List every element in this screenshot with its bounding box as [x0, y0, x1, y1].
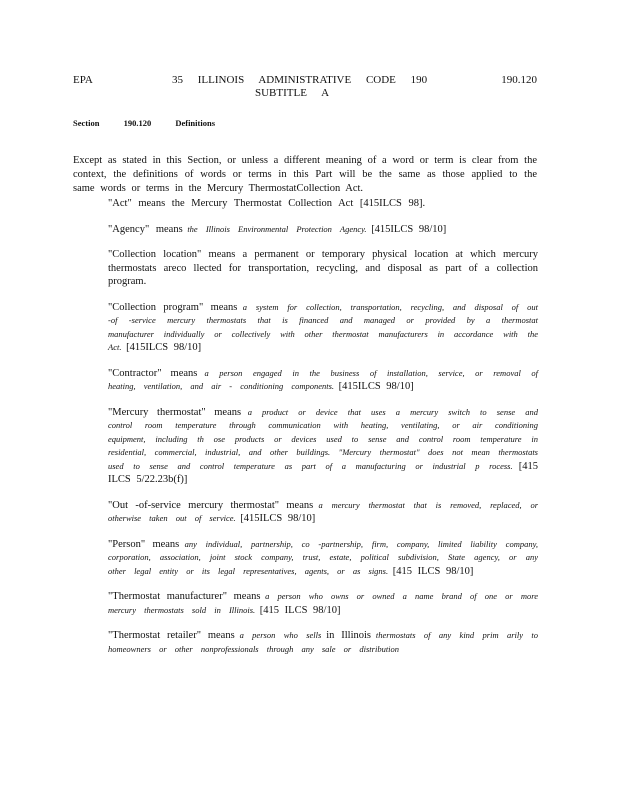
definition-body-continued: thermostats of any kind prim arily to homeowners or other nonprofessionals through any sale or distribution: [108, 630, 539, 654]
definition-contractor: [108, 367, 538, 394]
definition-body: a mercury thermostat that is removed, replaced, or otherwise taken out of service.: [108, 499, 538, 523]
definition-term: "Thermostat retailer" means: [108, 630, 235, 641]
definition-body: a person engaged in the business of installation, service, or removal of heating, ventilation, and air - conditioning components.: [108, 367, 539, 391]
definition-thermostat-retailer: [108, 629, 538, 656]
definition-collection-program: [108, 301, 538, 355]
section-label: Section: [73, 118, 100, 128]
header-section-number: 190.120: [501, 74, 537, 86]
definition-term-continued: in Illinois: [326, 630, 372, 641]
header-title-line2: SUBTITLE A: [254, 87, 330, 99]
definition-term: "Collection program" means: [108, 301, 238, 313]
definition-body: a person who sells: [239, 630, 322, 640]
header-title-line1: 35 ILLINOIS ADMINISTRATIVE CODE 190: [172, 74, 428, 86]
definition-term: "Agency" means: [108, 223, 183, 235]
definition-citation: [415ILCS 98/10]: [126, 342, 202, 353]
definition-thermostat-manufacturer: [108, 590, 538, 617]
definition-term: "Contractor" means: [108, 367, 198, 379]
definition-act: [108, 197, 538, 211]
section-title: Definitions: [175, 118, 215, 128]
header-agency: EPA: [73, 74, 93, 86]
definition-citation: [415ILCS 98/10]: [371, 223, 447, 235]
definition-person: [108, 538, 538, 579]
header-title: [172, 74, 428, 100]
definition-term: "Out -of-service mercury thermostat" means: [108, 499, 314, 511]
definition-body: a person who owns or owned a name brand of one or more mercury thermostats sold in Illinois.: [108, 591, 539, 615]
definition-citation: [415 ILCS 98/10]: [392, 565, 474, 577]
definition-body: the Illinois Environmental Protection Agency.: [187, 223, 367, 234]
definition-collection-location: [108, 248, 538, 289]
definition-body: a product or device that uses a mercury switch to sense and control room temperature through communication with heating, ventilating, or air conditioning equipment, including th ose products or devices used to sense and control room temperature in residential, commercial, industrial, and other buildings. "Mercury thermostat" does not mean thermostats used to sense and control temperature as part of a manufacturing or industrial p rocess.: [108, 406, 539, 471]
definition-term: "Collection location" means a permanent or temporary physical location at which mercury thermostats areco llected for transportation, recycling, and disposal as part of a collection program.: [108, 249, 538, 287]
definition-body: any individual, partnership, co -partnership, firm, company, limited liability company, corporation, association, joint stock company, trust, estate, political subdivision, State agency, or any other legal entity or its legal representatives, agents, or as signs.: [108, 538, 539, 576]
definition-out-of-service-thermostat: [108, 499, 538, 526]
definition-body: a system for collection, transportation, recycling, and disposal of out -of -service mercury thermostats that is financed and managed or provided by a thermostat manufacturer individually or collectively with other thermostat manufacturers in accordance with the Act.: [108, 301, 538, 352]
definition-term: "Thermostat manufacturer" means: [108, 591, 261, 602]
definition-agency: [108, 223, 538, 237]
definition-mercury-thermostat: [108, 406, 538, 487]
definition-term: "Mercury thermostat" means: [108, 406, 242, 418]
definition-term: "Person" means: [108, 538, 180, 550]
section-heading: [73, 118, 237, 128]
definition-term: "Act" means the Mercury Thermostat Collection Act [415ILCS 98].: [108, 198, 426, 209]
definitions-list: [108, 197, 538, 668]
section-number: 190.120: [123, 118, 152, 128]
definition-citation: [415ILCS 98/10]: [240, 513, 316, 524]
definition-citation: [415 ILCS 5/22.23b(f)]: [108, 460, 538, 485]
intro-paragraph: Except as stated in this Section, or unless a different meaning of a word or term is clear from the context, the definitions of words or terms in this Part will be the same as those applied to the same words or terms in the Mercury ThermostatCollection Act.: [73, 154, 537, 194]
definition-citation: [415ILCS 98/10]: [338, 381, 414, 392]
definition-citation: [415 ILCS 98/10]: [259, 604, 341, 616]
